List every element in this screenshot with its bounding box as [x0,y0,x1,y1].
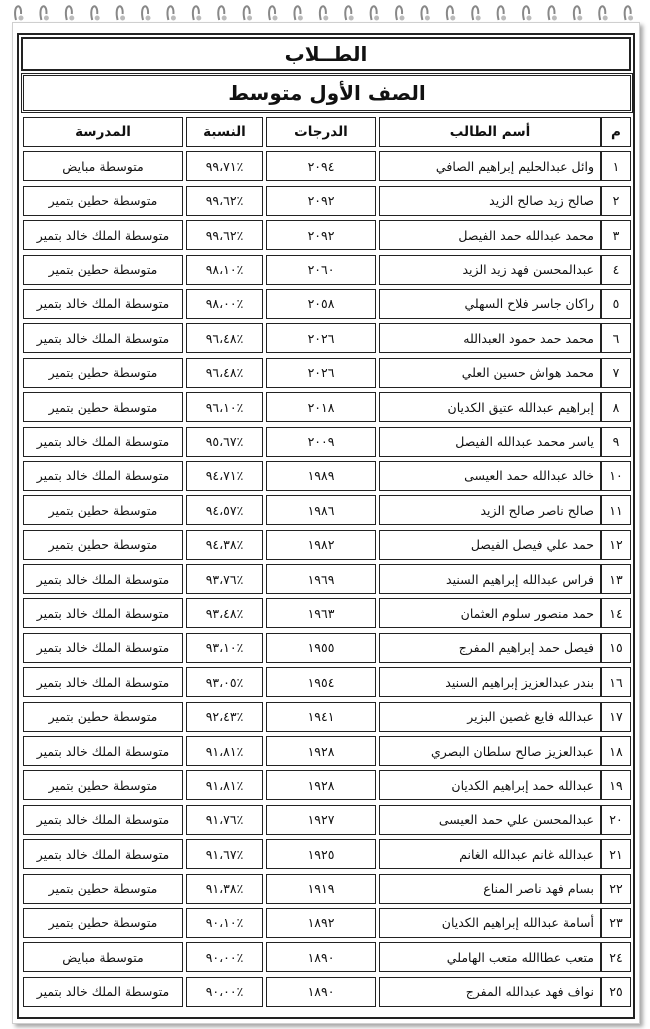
spiral-hole [628,16,633,21]
cell-pct: ٪٩٩،٦٢ [186,186,263,216]
cell-school: متوسطة حطين بتمير [23,358,183,388]
cell-name: فراس عبدالله إبراهيم السنيد [379,564,601,594]
cell-pct: ٪٩٣،١٠ [186,633,263,663]
table-row [21,184,631,218]
cell-num: ٢٣ [601,908,631,938]
table-row [21,493,631,527]
cell-school: متوسطة حطين بتمير [23,186,183,216]
cell-school: متوسطة الملك خالد بتمير [23,220,183,250]
cell-num: ٣ [601,220,631,250]
cell-school: متوسطة الملك خالد بتمير [23,736,183,766]
document-page [12,22,640,1024]
cell-pct: ٪٩١،٧٦ [186,805,263,835]
cell-name: عبدالمحسن فهد زيد الزيد [379,255,601,285]
table-row [21,321,631,355]
spiral-hole [44,16,49,21]
cell-num: ١٠ [601,461,631,491]
cell-name: محمد عبدالله حمد الفيصل [379,220,601,250]
cell-num: ٢٤ [601,942,631,972]
spiral-hole [95,16,100,21]
cell-school: متوسطة الملك خالد بتمير [23,427,183,457]
cell-grade: ١٩٨٦ [266,495,376,525]
cell-num: ٤ [601,255,631,285]
table-row [21,631,631,665]
cell-grade: ١٩٦٩ [266,564,376,594]
table-row [21,803,631,837]
cell-num: ١٥ [601,633,631,663]
cell-school: متوسطة مبايض [23,942,183,972]
table-row [21,906,631,940]
cell-school: متوسطة حطين بتمير [23,495,183,525]
cell-school: متوسطة الملك خالد بتمير [23,977,183,1007]
table-row [21,700,631,734]
cell-grade: ٢٠٩٤ [266,151,376,181]
table-row [21,734,631,768]
cell-school: متوسطة حطين بتمير [23,255,183,285]
spiral-hole [400,16,405,21]
cell-pct: ٪٩٩،٧١ [186,151,263,181]
cell-num: ٥ [601,289,631,319]
spiral-hole [476,16,481,21]
cell-num: ١٨ [601,736,631,766]
cell-name: فيصل حمد إبراهيم المفرج [379,633,601,663]
cell-grade: ٢٠٦٠ [266,255,376,285]
cell-grade: ٢٠١٨ [266,392,376,422]
cell-grade: ١٩٦٣ [266,598,376,628]
table-row [21,665,631,699]
cell-name: صالح ناصر صالح الزيد [379,495,601,525]
cell-grade: ١٩٢٨ [266,736,376,766]
table-row [21,562,631,596]
cell-name: ياسر محمد عبدالله الفيصل [379,427,601,457]
spiral-binding [0,0,650,24]
cell-pct: ٪٩٥،٦٧ [186,427,263,457]
spiral-hole [171,16,176,21]
cell-school: متوسطة الملك خالد بتمير [23,633,183,663]
cell-num: ١٩ [601,770,631,800]
cell-grade: ٢٠٢٦ [266,323,376,353]
table-row [21,940,631,974]
cell-grade: ١٨٩٢ [266,908,376,938]
cell-school: متوسطة الملك خالد بتمير [23,323,183,353]
spiral-hole [298,16,303,21]
table-row [21,149,631,183]
cell-num: ٢٥ [601,977,631,1007]
cell-name: بندر عبدالعزيز إبراهيم السنيد [379,667,601,697]
cell-pct: ٪٩٠،١٠ [186,908,263,938]
cell-grade: ١٩٥٥ [266,633,376,663]
cell-pct: ٪٩٦،٤٨ [186,358,263,388]
cell-num: ٨ [601,392,631,422]
cell-pct: ٪٩١،٨١ [186,736,263,766]
cell-grade: ١٩٢٥ [266,839,376,869]
table-row [21,975,631,1009]
students-table [21,115,631,1009]
spiral-hole [69,16,74,21]
cell-num: ٦ [601,323,631,353]
cell-school: متوسطة حطين بتمير [23,530,183,560]
cell-num: ٩ [601,427,631,457]
cell-grade: ١٩٢٨ [266,770,376,800]
cell-grade: ١٩٨٢ [266,530,376,560]
cell-school: متوسطة الملك خالد بتمير [23,564,183,594]
cell-grade: ٢٠٩٢ [266,220,376,250]
spiral-hole [222,16,227,21]
table-row [21,390,631,424]
cell-name: عبدالله فايع غصين البزير [379,702,601,732]
table-row [21,253,631,287]
cell-name: عبدالعزيز صالح سلطان البصري [379,736,601,766]
cell-grade: ٢٠٥٨ [266,289,376,319]
spiral-hole [146,16,151,21]
cell-pct: ٪٩٤،٥٧ [186,495,263,525]
cell-pct: ٪٩٣،٠٥ [186,667,263,697]
spiral-hole [374,16,379,21]
spiral-hole [425,16,430,21]
spiral-hole [120,16,125,21]
cell-num: ١٤ [601,598,631,628]
cell-pct: ٪٩١،٦٧ [186,839,263,869]
cell-num: ١٣ [601,564,631,594]
header-num: م [601,117,631,147]
header-grade: الدرجات [266,117,376,147]
cell-school: متوسطة حطين بتمير [23,874,183,904]
cell-name: محمد هواش حسين العلي [379,358,601,388]
cell-pct: ٪٩٦،١٠ [186,392,263,422]
cell-pct: ٪٩٢،٤٣ [186,702,263,732]
title-box [21,37,631,71]
table-row [21,287,631,321]
cell-grade: ١٩١٩ [266,874,376,904]
cell-pct: ٪٩٣،٤٨ [186,598,263,628]
cell-school: متوسطة حطين بتمير [23,908,183,938]
spiral-hole [273,16,278,21]
cell-pct: ٪٩٩،٦٢ [186,220,263,250]
spiral-hole [501,16,506,21]
cell-grade: ١٩٨٩ [266,461,376,491]
spiral-hole [527,16,532,21]
spiral-hole [19,16,24,21]
table-row [21,596,631,630]
spiral-hole [552,16,557,21]
cell-pct: ٪٩٨،١٠ [186,255,263,285]
cell-name: بسام فهد ناصر المناع [379,874,601,904]
cell-name: متعب عطاالله متعب الهاملي [379,942,601,972]
table-row [21,459,631,493]
table-row [21,837,631,871]
spiral-hole [577,16,582,21]
cell-num: ١ [601,151,631,181]
cell-grade: ٢٠٩٢ [266,186,376,216]
cell-school: متوسطة مبايض [23,151,183,181]
cell-num: ٢٠ [601,805,631,835]
cell-num: ٢ [601,186,631,216]
cell-pct: ٪٩١،٨١ [186,770,263,800]
cell-name: وائل عبدالحليم إبراهيم الصافي [379,151,601,181]
cell-school: متوسطة الملك خالد بتمير [23,289,183,319]
cell-num: ١٧ [601,702,631,732]
header-school: المدرسة [23,117,183,147]
cell-num: ١٢ [601,530,631,560]
cell-school: متوسطة حطين بتمير [23,770,183,800]
cell-name: إبراهيم عبدالله عتيق الكديان [379,392,601,422]
table-header-row [21,115,631,149]
cell-num: ٢٢ [601,874,631,904]
cell-school: متوسطة الملك خالد بتمير [23,805,183,835]
cell-school: متوسطة حطين بتمير [23,392,183,422]
cell-pct: ٪٩٠،٠٠ [186,942,263,972]
cell-school: متوسطة الملك خالد بتمير [23,598,183,628]
table-frame [17,33,635,1019]
cell-num: ١٦ [601,667,631,697]
table-row [21,425,631,459]
cell-name: عبدالله حمد إبراهيم الكديان [379,770,601,800]
cell-pct: ٪٩٠،٠٠ [186,977,263,1007]
cell-pct: ٪٩٨،٠٠ [186,289,263,319]
spiral-hole [603,16,608,21]
table-row [21,356,631,390]
table-row [21,528,631,562]
cell-name: حمد علي فيصل الفيصل [379,530,601,560]
cell-name: راكان جاسر فلاح السهلي [379,289,601,319]
cell-name: نواف فهد عبدالله المفرج [379,977,601,1007]
cell-grade: ١٩٤١ [266,702,376,732]
page-subtitle: الصف الأول متوسط [228,81,426,105]
cell-num: ٧ [601,358,631,388]
spiral-hole [196,16,201,21]
cell-pct: ٪٩٤،٣٨ [186,530,263,560]
header-pct: النسبة [186,117,263,147]
spiral-hole [349,16,354,21]
cell-grade: ١٩٢٧ [266,805,376,835]
cell-num: ٢١ [601,839,631,869]
cell-school: متوسطة الملك خالد بتمير [23,839,183,869]
cell-name: صالح زيد صالح الزيد [379,186,601,216]
cell-name: محمد حمد حمود العبدالله [379,323,601,353]
cell-name: خالد عبدالله حمد العيسى [379,461,601,491]
cell-grade: ١٨٩٠ [266,977,376,1007]
cell-pct: ٪٩١،٣٨ [186,874,263,904]
cell-name: حمد منصور سلوم العثمان [379,598,601,628]
cell-school: متوسطة الملك خالد بتمير [23,667,183,697]
table-row [21,768,631,802]
spiral-hole [450,16,455,21]
cell-grade: ٢٠٢٦ [266,358,376,388]
table-row [21,872,631,906]
cell-pct: ٪٩٤،٧١ [186,461,263,491]
header-name: أسم الطالب [379,117,601,147]
cell-school: متوسطة حطين بتمير [23,702,183,732]
cell-num: ١١ [601,495,631,525]
cell-grade: ٢٠٠٩ [266,427,376,457]
cell-school: متوسطة الملك خالد بتمير [23,461,183,491]
spiral-hole [323,16,328,21]
subtitle-box [21,73,633,113]
cell-pct: ٪٩٦،٤٨ [186,323,263,353]
cell-grade: ١٨٩٠ [266,942,376,972]
cell-name: عبدالله غانم عبدالله الغانم [379,839,601,869]
spiral-hole [247,16,252,21]
cell-grade: ١٩٥٤ [266,667,376,697]
page-title: الطــلاب [284,42,368,66]
table-row [21,218,631,252]
cell-name: عبدالمحسن علي حمد العيسى [379,805,601,835]
cell-name: أسامة عبدالله إبراهيم الكديان [379,908,601,938]
cell-pct: ٪٩٣،٧٦ [186,564,263,594]
